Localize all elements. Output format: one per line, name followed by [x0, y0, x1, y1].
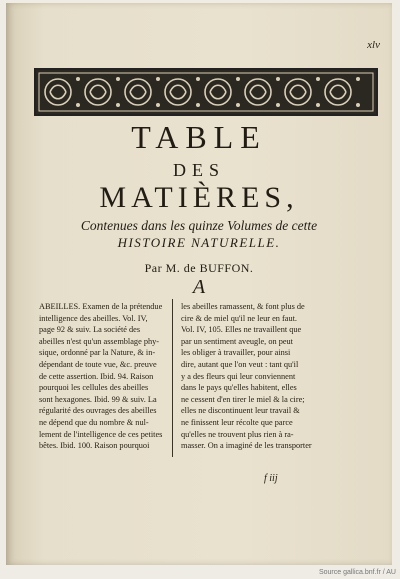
page-number: xlv: [367, 39, 380, 51]
text-line: ABEILLES. Examen de la prétendue: [39, 302, 163, 311]
text-line: régularité des ouvrages des abeilles: [39, 406, 157, 416]
text-line: qu'elles ne trouvent plus rien à ra-: [181, 429, 294, 439]
text-line: sont hexagones. Ibid. 99 & suiv. La: [39, 394, 157, 404]
text-line: par un sentiment aveugle, on peut: [181, 336, 293, 346]
title-table: TABLE: [131, 119, 267, 155]
source-note: Source gallica.bnf.fr / AU: [318, 569, 396, 576]
text-line: cire & de miel qu'il ne leur en faut.: [181, 313, 297, 323]
text-line: ne cessent d'en tirer le miel & la cire;: [181, 394, 305, 404]
text-line: masser. On a imaginé de les transporter: [181, 441, 312, 451]
title-matieres: MATIÈRES,: [99, 181, 299, 214]
text-line: y a des fleurs qui leur conviennent: [181, 371, 296, 381]
column-divider: [172, 299, 173, 457]
text-line: intelligence des abeilles. Vol. IV,: [39, 313, 148, 323]
signature-mark: f iij: [264, 473, 278, 484]
text-line: abeilles n'est qu'un assemblage phy-: [39, 336, 160, 346]
decorative-headpiece: [34, 68, 378, 116]
text-line: de cette assertion. Ibid. 94. Raison: [39, 371, 154, 381]
text-line: sique, ordonné par la Nature, & in-: [39, 348, 156, 358]
text-line: Vol. IV, 105. Elles ne travaillent que: [181, 325, 302, 335]
text-line: ne dépend que du nombre & nul-: [39, 417, 149, 427]
text-line: dans le pays qu'elles habitent, elles: [181, 383, 297, 393]
subtitle-line-1: Contenues dans les quinze Volumes de cette: [80, 218, 318, 233]
text-line: dépendant de toute vue, &c. preuve: [39, 359, 157, 369]
text-line: elles ne discontinuent leur travail &: [181, 406, 300, 416]
text-line: les abeilles ramassent, & font plus de: [181, 302, 305, 311]
text-line: ne finissent leur récolte que parce: [181, 417, 293, 427]
left-text-column: [39, 301, 184, 452]
text-line: page 92 & suiv. La société des: [39, 325, 141, 335]
text-line: lement de l'intelligence de ces petites: [39, 429, 163, 439]
subtitle-line-2: HISTOIRE NATURELLE.: [117, 235, 281, 250]
text-line: pourquoi les cellules des abeilles: [39, 383, 149, 393]
title-des: DES: [172, 160, 225, 180]
headpiece-ornament-icon: [36, 70, 376, 114]
text-line: dire, autant que l'on veut : tant qu'il: [181, 359, 299, 369]
author-line: Par M. de BUFFON.: [144, 261, 254, 275]
book-page: [6, 3, 392, 565]
right-text-column: [181, 301, 326, 452]
section-letter: A: [192, 276, 206, 298]
text-line: bêtes. Ibid. 100. Raison pourquoi: [39, 441, 150, 451]
text-line: les obliger à travailler, pour ainsi: [181, 348, 291, 358]
